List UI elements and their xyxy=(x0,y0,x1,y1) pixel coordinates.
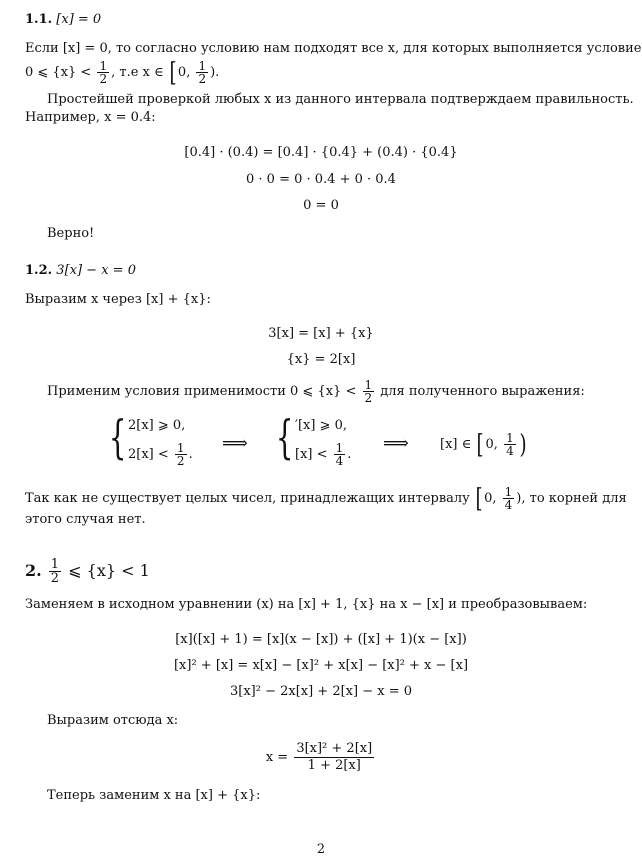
fraction xyxy=(294,741,374,774)
equation-lhs: x = xyxy=(265,750,289,765)
denominator: 2 xyxy=(364,391,373,405)
bracket: [ xyxy=(475,483,483,514)
paragraph: Выразим x через [x] + {x}: xyxy=(25,292,211,307)
inequality-text: 0 ⩽ {x} < xyxy=(25,65,92,80)
inequality-text: Применим условия применимости 0 ⩽ {x} < xyxy=(47,384,357,399)
result-text: [x] ∈ xyxy=(440,437,472,452)
denominator: 4 xyxy=(335,454,344,468)
paragraph: Если [x] = 0, то согласно условию нам подходят все x, для которых выполняется условие xyxy=(25,41,642,56)
heading-expression: [x] = 0 xyxy=(56,12,102,27)
verdict: Верно! xyxy=(47,226,95,241)
equation: [x]([x] + 1) = [x](x − [x]) + ([x] + 1)(x − [x]) xyxy=(175,632,467,647)
implies-arrow: ⟹ xyxy=(222,433,248,454)
heading-expression: 3[x] − x = 0 xyxy=(56,263,136,278)
left-brace: { xyxy=(108,410,127,464)
system-end: . xyxy=(188,447,193,462)
fraction xyxy=(334,442,346,467)
paragraph: этого случая нет. xyxy=(25,512,146,527)
paragraph: Заменяем в исходном уравнении (x) на [x] + 1, {x} на x − [x] и преобразовываем: xyxy=(25,597,588,612)
denominator: 2 xyxy=(198,72,207,86)
equation: 0 · 0 = 0 · 0.4 + 0 · 0.4 xyxy=(246,172,396,187)
interval-start: 0, xyxy=(485,437,498,452)
left-brace: { xyxy=(275,410,294,464)
numerator: 1 xyxy=(176,441,185,455)
equation: [0.4] · (0.4) = [0.4] · {0.4} + (0.4) · {0.4} xyxy=(184,145,458,160)
system-line: 2[x] ⩾ 0, xyxy=(128,418,186,433)
heading-number: 1.1. xyxy=(25,12,53,27)
numerator: 1 xyxy=(198,59,207,73)
system-line: ′[x] ⩾ 0, xyxy=(295,418,347,433)
equation-fraction xyxy=(0,738,642,778)
numerator: 1 xyxy=(504,485,513,499)
paragraph: Теперь заменим x на [x] + {x}: xyxy=(47,788,261,803)
denominator: 2 xyxy=(176,454,185,468)
heading-expression: ⩽ {x} < 1 xyxy=(68,561,150,580)
equation: {x} = 2[x] xyxy=(286,352,356,367)
fraction xyxy=(363,379,375,404)
denominator: 4 xyxy=(506,444,514,458)
numerator: 1 xyxy=(335,441,344,455)
paragraph-tail: для полученного выражения: xyxy=(380,384,585,399)
system-text: [x] < xyxy=(295,447,328,462)
numerator: 1 xyxy=(50,557,60,572)
system-end: . xyxy=(347,447,352,462)
numerator: 1 xyxy=(99,59,108,73)
equation: [x]² + [x] = x[x] − [x]² + x[x] − [x]² + x − [x] xyxy=(173,658,469,673)
denominator: 2 xyxy=(99,72,108,86)
paragraph: Например, x = 0.4: xyxy=(25,110,156,125)
paragraph: Простейшей проверкой любых x из данного интервала подтверждаем правильность. xyxy=(47,92,634,107)
condition-line xyxy=(25,58,219,88)
implies-arrow: ⟹ xyxy=(383,433,409,454)
heading-number: 2. xyxy=(25,561,42,580)
bracket: ) xyxy=(519,429,527,460)
fraction xyxy=(49,558,61,585)
interval-text: , т.е x ∈ xyxy=(111,65,164,80)
applicability-line xyxy=(47,375,585,409)
paragraph-tail: ), то корней для xyxy=(516,491,627,506)
denominator: 2 xyxy=(50,571,60,586)
denominator: 4 xyxy=(504,498,513,512)
heading-1-1 xyxy=(25,12,101,28)
heading-2 xyxy=(25,553,150,589)
heading-1-2 xyxy=(25,263,136,279)
equation: 0 = 0 xyxy=(303,198,339,213)
interval-start: 0, xyxy=(177,65,191,80)
equation: 3[x] = [x] + {x} xyxy=(268,326,374,341)
denominator: 1 + 2[x] xyxy=(294,757,374,774)
numerator: 1 xyxy=(506,431,514,445)
fraction xyxy=(196,60,208,85)
numerator: 1 xyxy=(364,378,373,392)
bracket: [ xyxy=(169,57,177,88)
interval-start: 0, xyxy=(484,491,497,506)
paragraph-text: Так как не существует целых чисел, принадлежащих интервалу xyxy=(25,491,470,506)
bracket: [ xyxy=(476,429,485,460)
system-line xyxy=(295,440,351,470)
page-number: 2 xyxy=(316,842,326,857)
fraction xyxy=(97,60,109,85)
interval-end: ). xyxy=(210,65,220,80)
conclusion-line xyxy=(25,482,627,516)
system-line xyxy=(128,440,193,470)
numerator: 3[x]² + 2[x] xyxy=(296,741,373,756)
fraction xyxy=(175,442,187,467)
system-text: 2[x] < xyxy=(128,447,169,462)
fraction xyxy=(504,432,516,457)
paragraph: Выразим отсюда x: xyxy=(47,713,179,728)
heading-number: 1.2. xyxy=(25,263,53,278)
fraction xyxy=(503,486,515,511)
equation: 3[x]² − 2x[x] + 2[x] − x = 0 xyxy=(229,684,412,699)
result-interval xyxy=(440,428,528,462)
